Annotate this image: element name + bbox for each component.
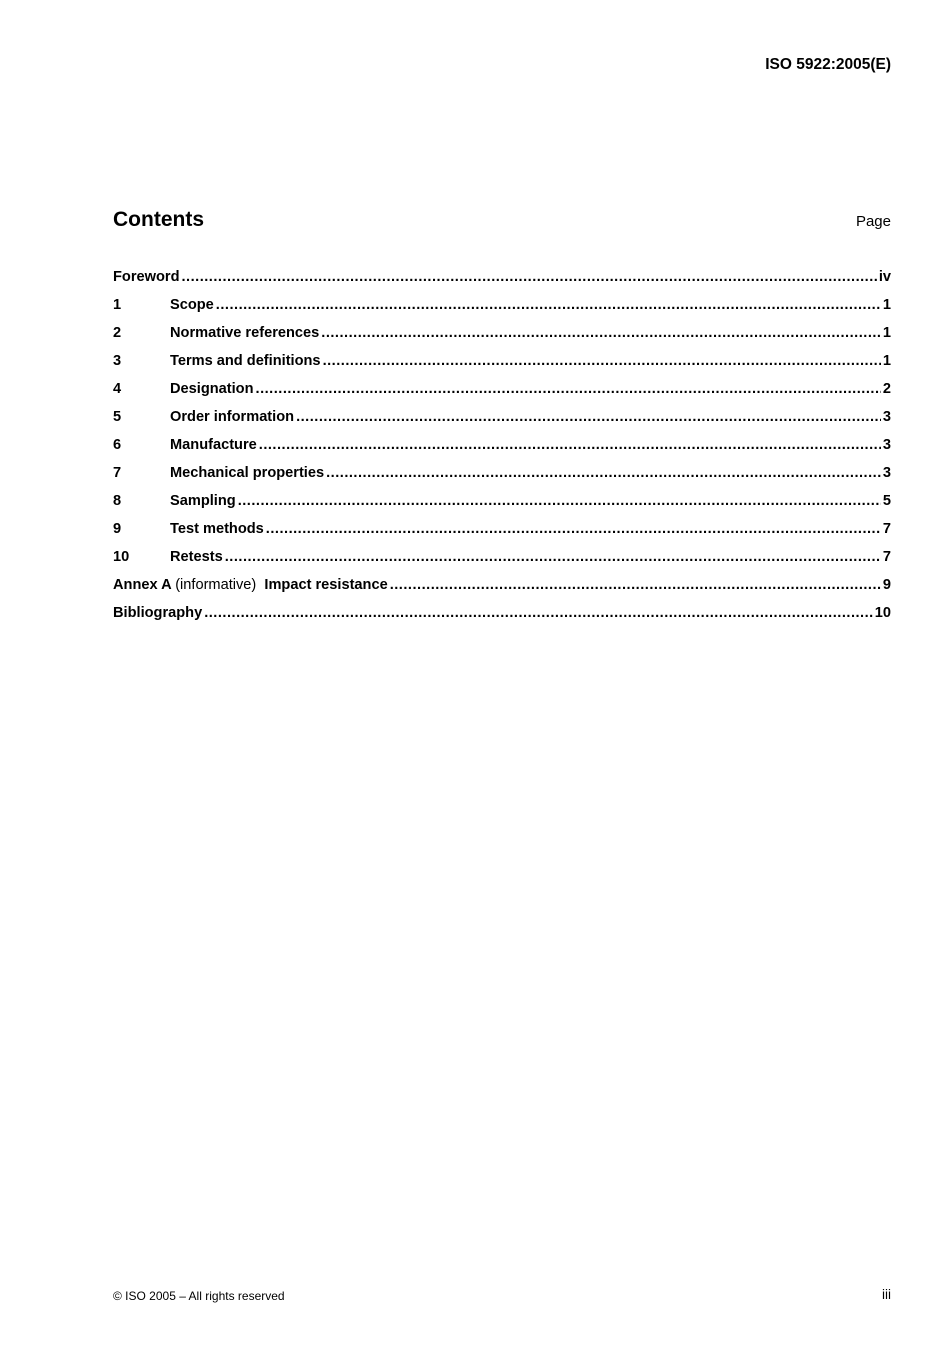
- dot-leader: [321, 325, 881, 341]
- toc-entry-normative-references[interactable]: [113, 325, 891, 353]
- annex-title: Impact resistance: [264, 577, 388, 593]
- toc-entry-number: 9: [113, 521, 122, 537]
- toc-entry-annex-a[interactable]: [113, 577, 891, 605]
- table-of-contents: [113, 269, 891, 633]
- toc-entry-number: 10: [113, 549, 130, 565]
- dot-leader: [259, 437, 881, 453]
- toc-entry-retests[interactable]: [113, 549, 891, 577]
- toc-entry-bibliography[interactable]: [113, 605, 891, 633]
- toc-entry-title: Foreword: [113, 269, 180, 285]
- toc-entry-title: [113, 577, 388, 593]
- toc-entry-title: Bibliography: [113, 605, 203, 621]
- dot-leader: [216, 297, 881, 313]
- toc-entry-manufacture[interactable]: [113, 437, 891, 465]
- dot-leader: [390, 577, 881, 593]
- toc-entry-number: 3: [113, 353, 122, 369]
- toc-entry-page: 1: [882, 353, 891, 369]
- document-id: ISO 5922:2005(E): [765, 56, 891, 73]
- dot-leader: [225, 549, 881, 565]
- annex-note: (informative): [175, 577, 257, 593]
- toc-entry-number: 2: [113, 325, 122, 341]
- toc-entry-page: 3: [882, 437, 891, 453]
- dot-leader: [238, 493, 881, 509]
- toc-entry-test-methods[interactable]: [113, 521, 891, 549]
- toc-entry-number: 8: [113, 493, 122, 509]
- toc-entry-page: 1: [882, 325, 891, 341]
- toc-entry-title: Order information: [170, 409, 295, 425]
- dot-leader: [266, 521, 881, 537]
- toc-entry-number: 7: [113, 465, 122, 481]
- toc-entry-title: Manufacture: [170, 437, 257, 453]
- toc-entry-title: Terms and definitions: [170, 353, 321, 369]
- toc-entry-page: 2: [882, 381, 891, 397]
- dot-leader: [204, 605, 873, 621]
- toc-entry-number: 6: [113, 437, 122, 453]
- toc-entry-title: Retests: [170, 549, 223, 565]
- toc-entry-title: Scope: [170, 297, 214, 313]
- toc-entry-page: 7: [882, 549, 891, 565]
- toc-entry-title: Designation: [170, 381, 254, 397]
- toc-entry-page: iv: [878, 269, 891, 285]
- dot-leader: [296, 409, 881, 425]
- toc-entry-page: 7: [882, 521, 891, 537]
- dot-leader: [181, 269, 876, 285]
- toc-entry-number: 5: [113, 409, 122, 425]
- contents-title: Contents: [113, 208, 204, 231]
- toc-entry-page: 3: [882, 409, 891, 425]
- toc-entry-title: Mechanical properties: [170, 465, 325, 481]
- toc-entry-mechanical-properties[interactable]: [113, 465, 891, 493]
- dot-leader: [256, 381, 881, 397]
- toc-entry-number: 4: [113, 381, 122, 397]
- toc-entry-order-information[interactable]: [113, 409, 891, 437]
- dot-leader: [323, 353, 881, 369]
- toc-entry-sampling[interactable]: [113, 493, 891, 521]
- toc-entry-page: 1: [882, 297, 891, 313]
- toc-entry-title: Test methods: [170, 521, 264, 537]
- contents-header: [113, 208, 891, 232]
- page-column-label: Page: [855, 213, 891, 230]
- footer-copyright: © ISO 2005 – All rights reserved: [113, 1289, 285, 1303]
- toc-entry-page: 5: [882, 493, 891, 509]
- toc-entry-title: Sampling: [170, 493, 236, 509]
- toc-entry-title: Normative references: [170, 325, 320, 341]
- toc-entry-page: 9: [882, 577, 891, 593]
- toc-entry-page: 10: [874, 605, 891, 621]
- footer-page-number: iii: [882, 1287, 891, 1302]
- toc-entry-scope[interactable]: [113, 297, 891, 325]
- annex-label: Annex A: [113, 577, 172, 593]
- toc-entry-foreword[interactable]: [113, 269, 891, 297]
- dot-leader: [326, 465, 881, 481]
- toc-entry-designation[interactable]: [113, 381, 891, 409]
- toc-entry-page: 3: [882, 465, 891, 481]
- toc-entry-number: 1: [113, 297, 122, 313]
- toc-entry-terms-and-definitions[interactable]: [113, 353, 891, 381]
